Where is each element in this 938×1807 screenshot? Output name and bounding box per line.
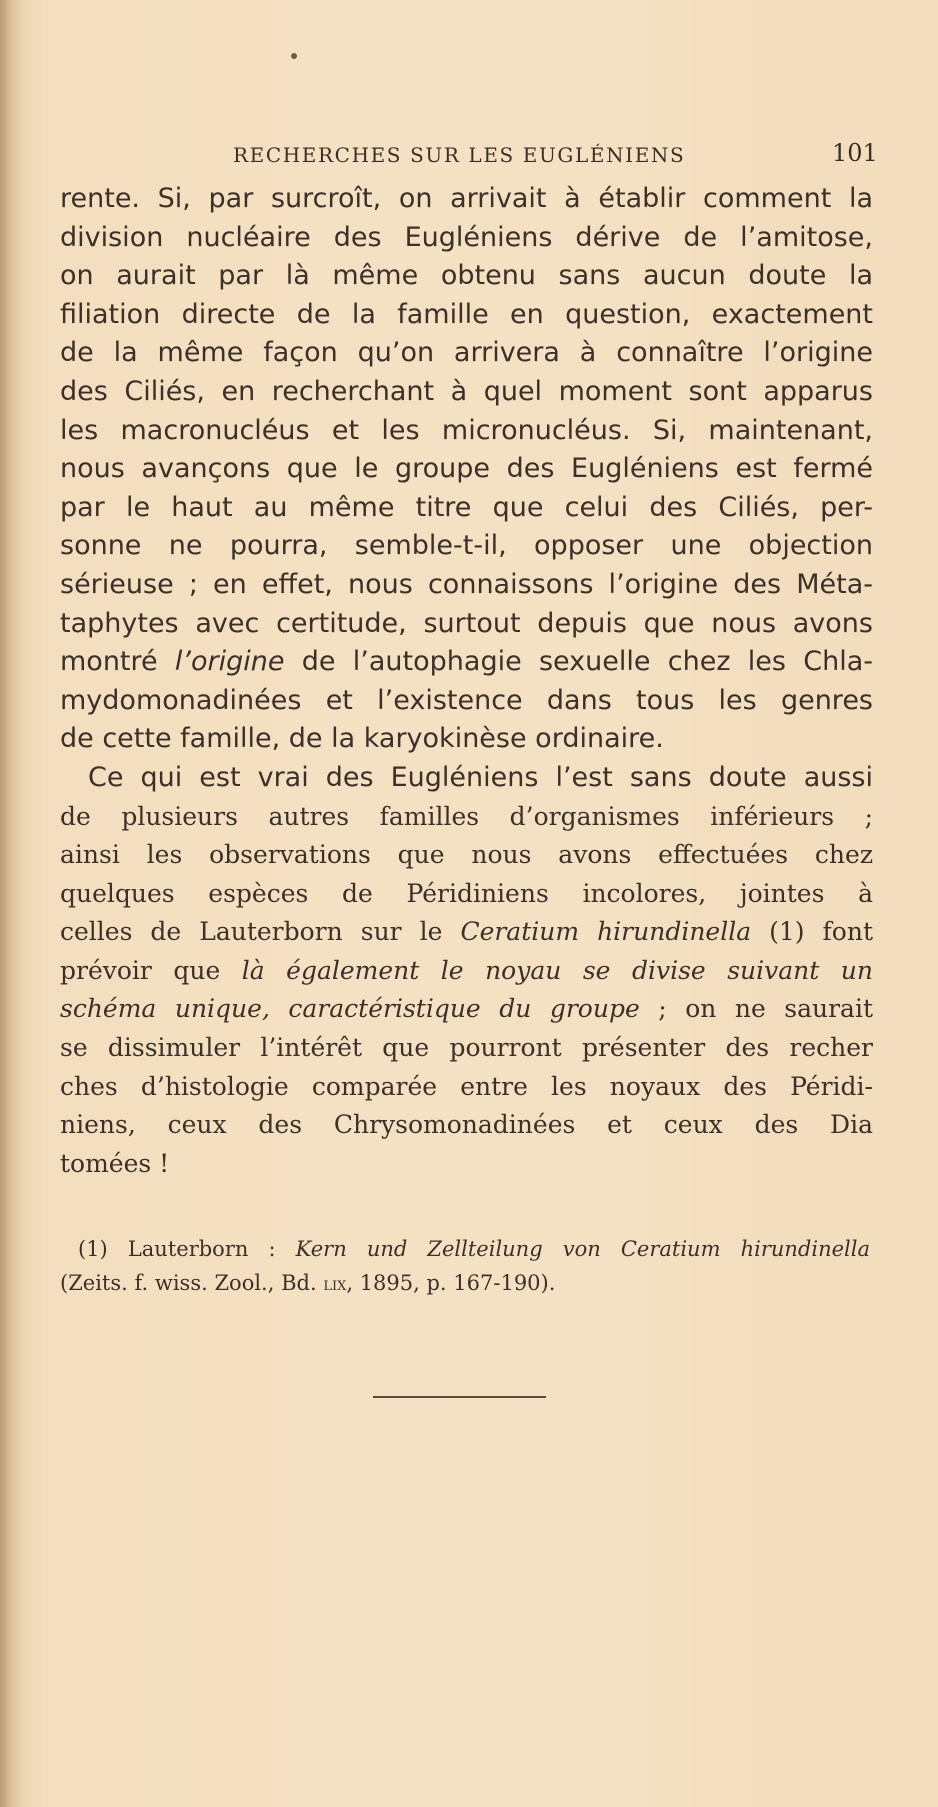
text-line: quelques espèces de Péridiniens incolores, jointes à: [60, 878, 873, 908]
text-line: des Ciliés, en recherchant à quel moment sont apparus: [60, 375, 873, 407]
text-line: les macronucléus et les micronucléus. Si, maintenant,: [60, 414, 873, 446]
footnote-title: Kern und Zellteilung von Ceratium hirundinella: [295, 1237, 870, 1261]
ink-speck: [291, 53, 297, 59]
text-run: (1) font: [751, 917, 874, 947]
text-run: ; on ne saurait: [639, 994, 873, 1024]
text-line: de la même façon qu’on arrivera à connaître l’origine: [60, 337, 873, 369]
page-number: 101: [832, 139, 878, 167]
end-rule: [373, 1396, 546, 1398]
footnote-line: [60, 1266, 870, 1301]
main-text: [60, 180, 873, 1183]
footnote: [60, 1232, 870, 1301]
italic-term: l’origine: [174, 646, 285, 678]
text-line: [60, 643, 873, 682]
text-run: de l’autophagie sexuelle chez les Chla-: [284, 646, 873, 678]
text-line: se dissimuler l’intérêt que pourront présenter des recher: [60, 1033, 873, 1063]
text-line: nous avançons que le groupe des Eugléniens est fermé: [60, 453, 873, 485]
text-line: sonne ne pourra, semble-t-il, opposer une objection: [60, 530, 873, 562]
text-line: sérieuse ; en effet, nous connaissons l’origine des Méta-: [60, 568, 873, 600]
text-line: taphytes avec certitude, surtout depuis que nous avons: [60, 607, 873, 639]
text-run: celles de Lauterborn sur le: [60, 917, 461, 947]
footnote-line: [78, 1232, 870, 1266]
text-line: on aurait par là même obtenu sans aucun doute la: [60, 260, 873, 292]
text-line: de cette famille, de la karyokinèse ordinaire.: [60, 723, 664, 755]
italic-emphasis: schéma unique, caractéristique du groupe: [60, 994, 640, 1024]
footnote-volume: lix: [323, 1273, 347, 1295]
text-line: [60, 990, 873, 1029]
footnote-marker: (1) Lauterborn :: [78, 1237, 296, 1261]
text-line: [60, 913, 873, 952]
text-line: Ce qui est vrai des Eugléniens l’est sans doute aussi: [88, 761, 873, 793]
text-line: de plusieurs autres familles d’organismes inférieurs ;: [60, 801, 873, 831]
italic-species: Ceratium hirundinella: [460, 917, 752, 947]
text-run: montré: [60, 646, 175, 678]
text-line: [60, 952, 873, 991]
italic-emphasis: là également le noyau se divise suivant un: [241, 955, 873, 985]
text-line: mydomonadinées et l’existence dans tous les genres: [60, 684, 873, 716]
text-line: tomées !: [60, 1148, 170, 1178]
text-line: ches d’histologie comparée entre les noyaux des Péridi-: [60, 1071, 873, 1101]
text-line: filiation directe de la famille en question, exactement: [60, 298, 873, 330]
text-line: par le haut au même titre que celui des Ciliés, per-: [60, 491, 873, 523]
text-line: rente. Si, par surcroît, on arrivait à établir comment la: [60, 183, 873, 214]
text-line: division nucléaire des Eugléniens dérive de l’amitose,: [60, 221, 873, 253]
footnote-reference: (Zeits. f. wiss. Zool., Bd.: [60, 1271, 324, 1295]
running-header: RECHERCHES SUR LES EUGLÉNIENS: [233, 143, 686, 167]
text-run: prévoir que: [60, 955, 242, 985]
text-line: ainsi les observations que nous avons effectuées chez: [60, 840, 873, 870]
text-line: niens, ceux des Chrysomonadinées et ceux des Dia: [60, 1110, 873, 1140]
footnote-reference: , 1895, p. 167-190).: [346, 1271, 556, 1295]
